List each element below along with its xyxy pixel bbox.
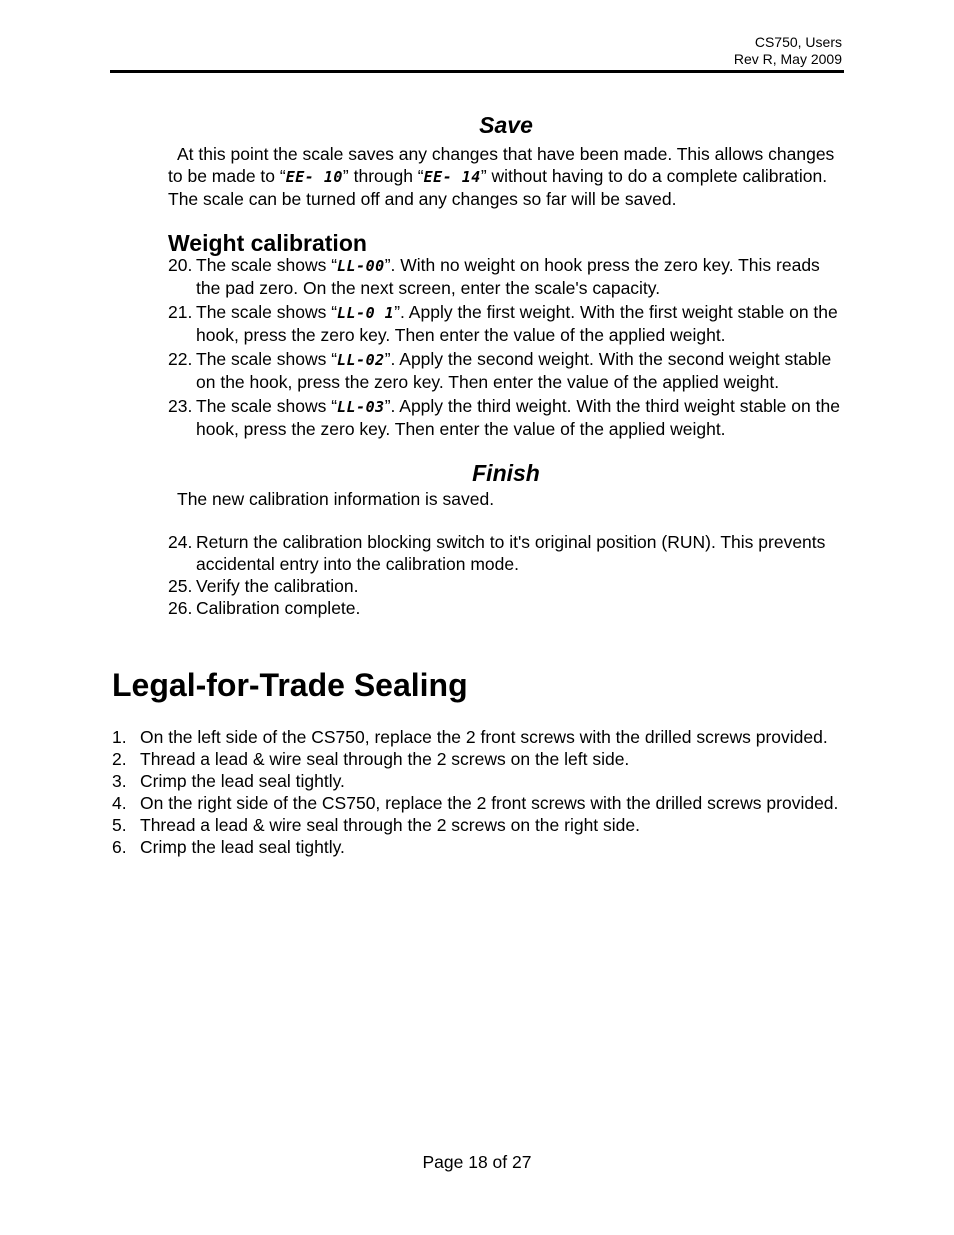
step-text: ”. Apply the second weight. With the second weight stable on the hook, press the zero key. Then enter the value of the applied weight. <box>196 349 832 392</box>
step-number: 25. <box>168 576 193 596</box>
step-number: 23. <box>168 396 193 416</box>
step-number: 24. <box>168 532 193 552</box>
step-text: The scale shows “ <box>196 302 338 322</box>
item-text: On the right side of the CS750, replace the 2 front screws with the drilled screws provided. <box>140 793 839 813</box>
list-item <box>168 348 844 393</box>
step-number: 20. <box>168 255 193 275</box>
legal-for-trade-heading: Legal-for-Trade Sealing <box>112 667 468 703</box>
list-item <box>112 726 844 748</box>
item-text: Thread a lead & wire seal through the 2 screws on the right side. <box>140 815 640 835</box>
display-code: LL-00 <box>337 257 385 275</box>
list-item <box>112 814 844 836</box>
legal-for-trade-section <box>112 664 844 858</box>
item-text: Crimp the lead seal tightly. <box>140 837 345 857</box>
step-text: ”. With no weight on hook press the zero key. This reads the pad zero. On the next screen, enter the scale's capacity. <box>196 255 820 298</box>
step-text: The scale shows “ <box>196 396 338 416</box>
step-text: The scale shows “ <box>196 349 338 369</box>
step-text: Calibration complete. <box>196 598 361 618</box>
header-document-title: CS750, Users <box>754 34 842 50</box>
item-number: 1. <box>112 727 127 747</box>
calibration-content <box>168 110 844 619</box>
list-item <box>168 301 844 346</box>
item-text: Crimp the lead seal tightly. <box>140 771 345 791</box>
save-text-a: At this point the scale saves any changes that have been made. This allows changes to be made to “ <box>168 144 835 186</box>
page-number: Page 18 of 27 <box>422 1152 532 1172</box>
save-paragraph <box>168 143 844 210</box>
step-text: Verify the calibration. <box>196 576 359 596</box>
item-number: 4. <box>112 793 127 813</box>
step-number: 21. <box>168 302 193 322</box>
list-item <box>168 575 844 597</box>
save-text-c: ” without having to do a complete calibration. The scale can be turned off and any changes so far will be saved. <box>168 166 828 209</box>
sealing-steps <box>112 726 844 858</box>
item-number: 2. <box>112 749 127 769</box>
weight-calibration-heading: Weight calibration <box>168 230 367 256</box>
list-item <box>112 748 844 770</box>
header-revision: Rev R, May 2009 <box>733 51 842 67</box>
weight-calibration-steps <box>168 254 844 440</box>
display-code: LL-0 1 <box>337 304 395 322</box>
list-item <box>168 254 844 299</box>
save-heading: Save <box>479 112 533 138</box>
step-number: 22. <box>168 349 193 369</box>
list-item <box>112 836 844 858</box>
item-text: Thread a lead & wire seal through the 2 screws on the left side. <box>140 749 630 769</box>
item-text: On the left side of the CS750, replace the 2 front screws with the drilled screws provided. <box>140 727 828 747</box>
step-text: ”. Apply the third weight. With the third weight stable on the hook, press the zero key. Then enter the value of the applied weight. <box>196 396 840 439</box>
display-code: LL-03 <box>337 398 385 416</box>
list-item <box>168 597 844 619</box>
list-item <box>112 792 844 814</box>
header-rule <box>110 70 844 73</box>
step-text: ”. Apply the first weight. With the first weight stable on the hook, press the zero key. Then enter the value of the applied weight. <box>196 302 838 345</box>
list-item <box>168 395 844 440</box>
display-code-ee10: EE- 10 <box>285 168 343 186</box>
step-text: The scale shows “ <box>196 255 338 275</box>
display-code: LL-02 <box>337 351 385 369</box>
finish-paragraph: The new calibration information is saved. <box>177 489 495 509</box>
finish-steps <box>168 531 844 619</box>
page-header <box>734 34 842 68</box>
step-number: 26. <box>168 598 193 618</box>
finish-heading: Finish <box>472 460 540 486</box>
item-number: 3. <box>112 771 127 791</box>
item-number: 5. <box>112 815 127 835</box>
save-text-b: ” through “ <box>342 166 424 186</box>
display-code-ee14: EE- 14 <box>423 168 481 186</box>
step-text: Return the calibration blocking switch to it's original position (RUN). This prevents accidental entry into the calibration mode. <box>196 532 826 574</box>
list-item <box>168 531 844 575</box>
list-item <box>112 770 844 792</box>
item-number: 6. <box>112 837 127 857</box>
